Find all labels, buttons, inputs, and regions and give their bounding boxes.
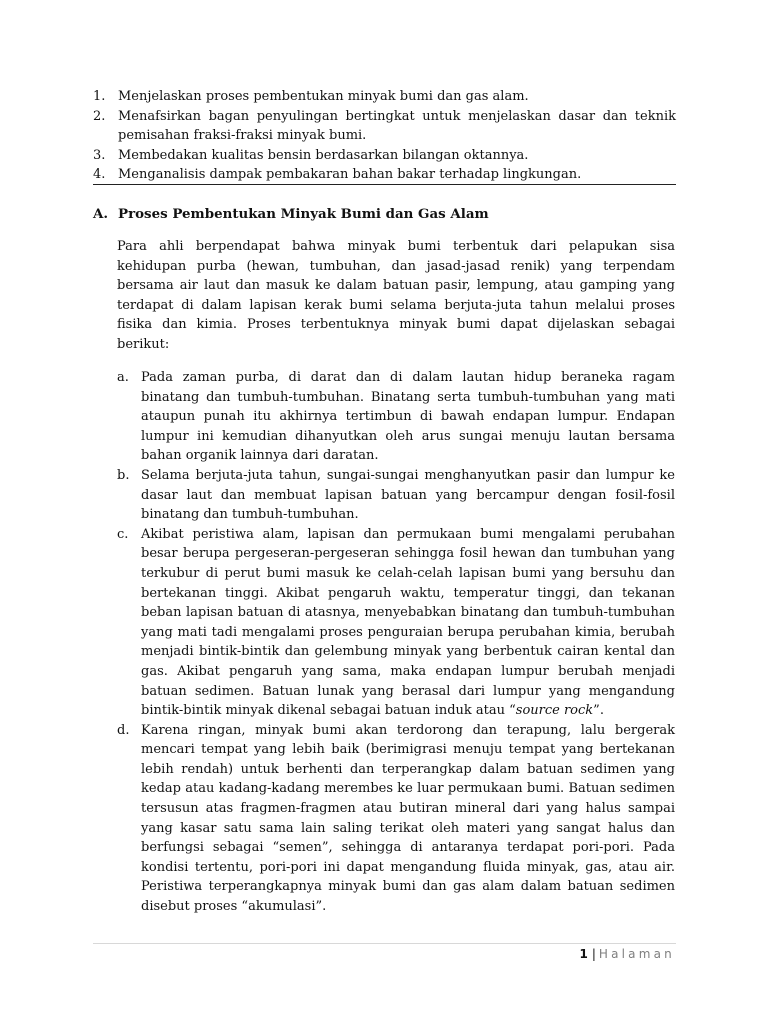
objective-text: Menafsirkan bagan penyulingan bertingkat untuk menjelaskan dasar dan teknik pemisahan fraksi-fraksi minyak bumi. [118,108,676,144]
formation-steps-list [117,368,675,917]
page-separator: | [591,947,596,961]
objective-number: 1. [93,89,106,104]
step-letter: c. [117,526,129,542]
step-item [117,368,675,466]
section-heading [93,205,676,225]
step-text [141,525,675,721]
objective-number: 3. [93,147,106,163]
objective-item [93,107,676,146]
intro-paragraph: Para ahli berpendapat bahwa minyak bumi terbentuk dari pelapukan sisa kehidupan purba (hewan, tumbuhan, dan jasad-jasad renik) yang terpendam bersama air laut dan masuk ke dalam batuan pasir, lempung, atau gamping yang terdapat di dalam lapisan kerak bumi selama berjuta-juta tahun melalui proses fisika dan kimia. Proses terbentuknya minyak bumi dapat dijelaskan sebagai berikut: [117,239,675,352]
page-label: Halaman [598,947,675,961]
source-rock-term: source rock [515,703,594,719]
step-letter: a. [117,370,129,385]
step-item [117,525,675,721]
learning-objectives-list [93,87,676,185]
section-title: Proses Pembentukan Minyak Bumi dan Gas Alam [118,206,489,222]
footer-divider [93,943,676,944]
step-item [117,721,675,917]
section-letter: A. [93,206,109,222]
step-text: Karena ringan, minyak bumi akan terdorong dan terapung, lalu bergerak mencari tempat yang lebih baik (berimigrasi menuju tempat yang bertekanan lebih rendah) untuk berhenti dan terperangkap dalam batuan sedimen yang kedap atau kadang-kadang merembes ke luar permukaan bumi. Batuan sedimen tersusun atas fragmen-fragmen atau butiran mineral dari yang halus sampai yang kasar satu sama lain saling terikat oleh materi yang sangat halus dan berfungsi sebagai “semen”, sehingga di antaranya terdapat pori-pori. Pada kondisi tertentu, pori-pori ini dapat mengandung fluida minyak, gas, atau air. Peristiwa terperangkapnya minyak bumi dan gas alam dalam batuan sedimen disebut proses “akumulasi”. [141,722,675,915]
step-text-end: ”. [593,703,604,719]
objective-item [93,165,676,185]
page-number: 1 [579,947,588,961]
objective-item [93,87,676,107]
objective-text: Menjelaskan proses pembentukan minyak bumi dan gas alam. [118,89,529,104]
objective-text: Menganalisis dampak pembakaran bahan bakar terhadap lingkungan. [118,167,582,183]
step-letter: b. [117,467,130,483]
step-text-main: Akibat peristiwa alam, lapisan dan permukaan bumi mengalami perubahan besar berupa pergeseran-pergeseran sehingga fosil hewan dan tumbuhan yang terkubur di perut bumi masuk ke celah-celah lapisan bumi yang bersuhu dan bertekanan tinggi. Akibat pengaruh waktu, temperatur tinggi, dan tekanan beban lapisan batuan di atasnya, menyebabkan binatang dan tumbuh-tumbuhan yang mati tadi mengalami proses penguraian berupa perubahan kimia, berubah menjadi bintik-bintik dan gelembung minyak yang berbentuk cairan kental dan gas. Akibat pengaruh yang sama, maka endapan lumpur berubah menjadi batuan sedimen. Batuan lunak yang berasal dari lumpur yang mengandung bintik-bintik minyak dikenal sebagai batuan induk atau “ [141,526,675,719]
step-text: Pada zaman purba, di darat dan di dalam lautan hidup beraneka ragam binatang dan tumbuh-tumbuhan. Binatang serta tumbuh-tumbuhan yang mati ataupun punah itu akhirnya tertimbun di bawah endapan lumpur. Endapan lumpur ini kemudian dihanyutkan oleh arus sungai menuju lautan bersama bahan organik lainnya dari daratan. [141,370,675,464]
objectives-divider [93,184,676,185]
page-footer [579,945,675,965]
objective-number: 2. [93,108,106,124]
objective-number: 4. [93,167,106,183]
step-text: Selama berjuta-juta tahun, sungai-sungai menghanyutkan pasir dan lumpur ke dasar laut dan membuat lapisan batuan yang bercampur dengan fosil-fosil binatang dan tumbuh-tumbuhan. [141,467,675,523]
step-item [117,466,675,525]
objective-text: Membedakan kualitas bensin berdasarkan bilangan oktannya. [118,147,529,163]
objective-item [93,146,676,166]
step-letter: d. [117,722,130,738]
